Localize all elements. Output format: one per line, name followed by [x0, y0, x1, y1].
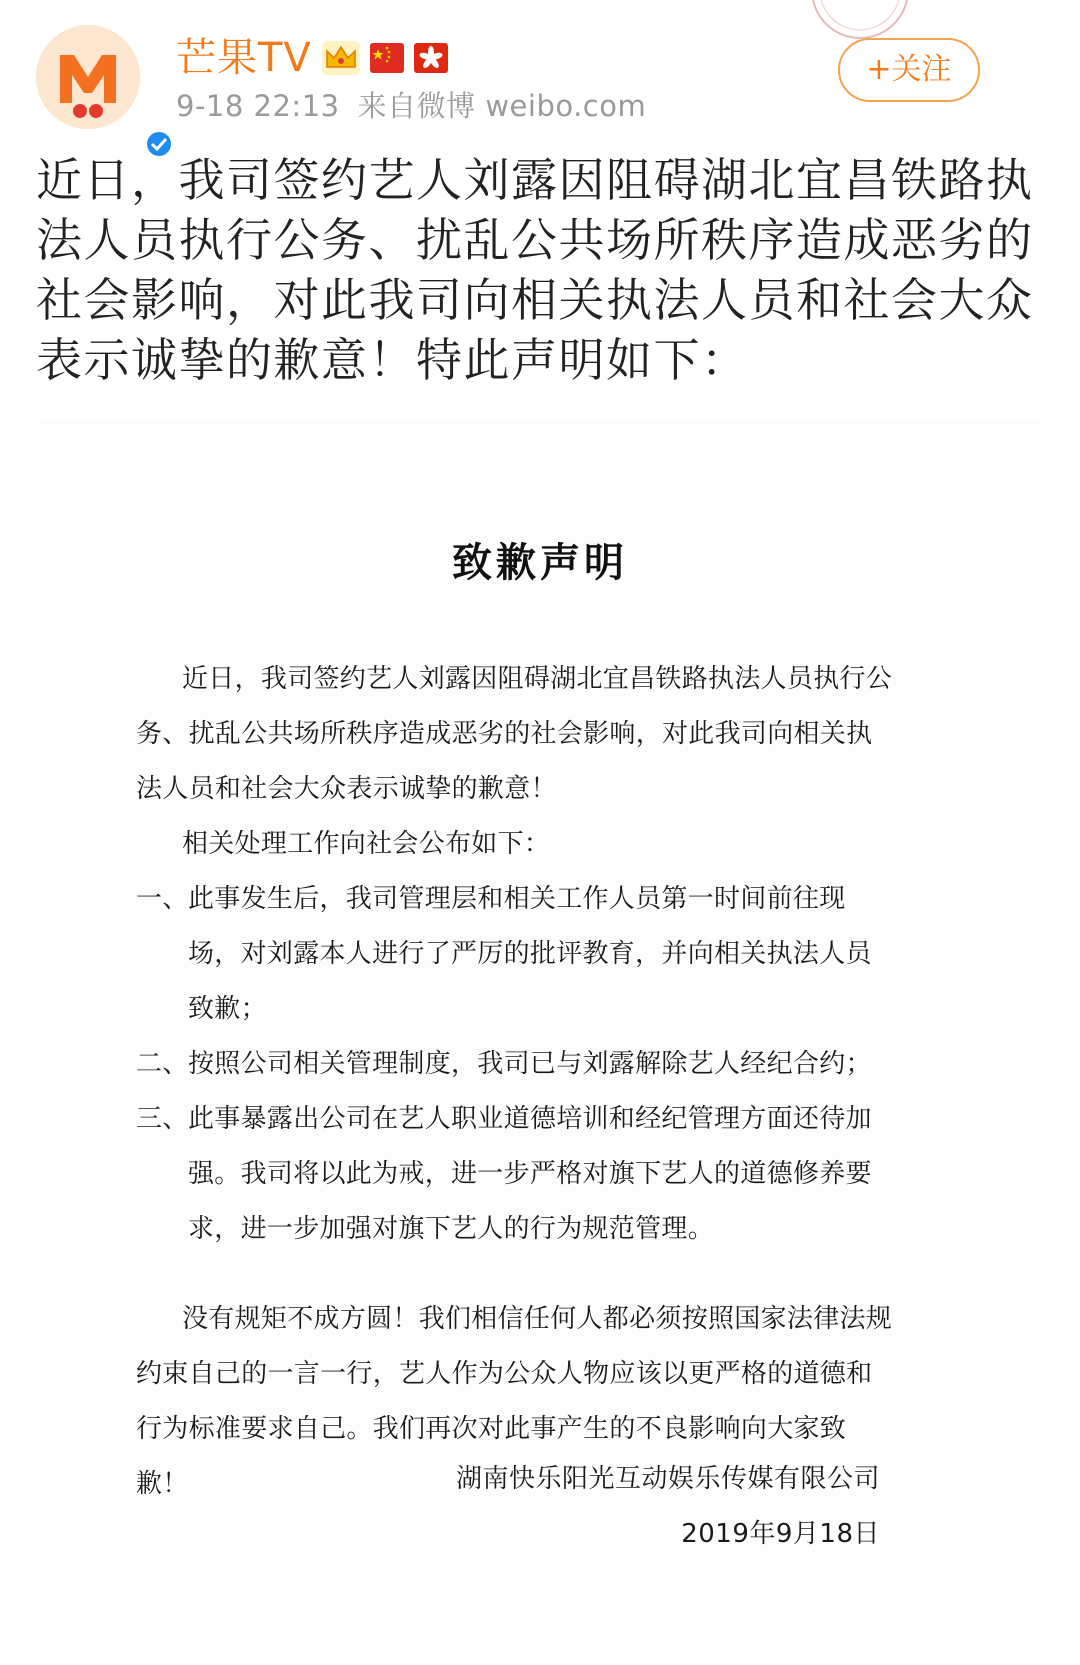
statement-paragraph: 没有规矩不成方圆！我们相信任何人都必须按照国家法律法规约束自己的一言一行，艺人作为公众人物应该以更严格的道德和行为标准要求自己。我们再次对此事产生的不良影响向大家致歉！ [136, 1304, 893, 1499]
crown-icon [322, 41, 360, 75]
company-name: 湖南快乐阳光互动娱乐传媒有限公司 [455, 1464, 880, 1494]
username-row [176, 34, 448, 82]
hong-kong-flag-icon [414, 41, 448, 75]
post-source: 来自微博 weibo.com [357, 89, 647, 123]
statement-date: 2019年9月18日 [681, 1519, 880, 1549]
post-timestamp: 9-18 22:13 [176, 89, 340, 123]
apology-statement-image [40, 420, 1040, 1665]
post-text: 近日，我司签约艺人刘露因阻碍湖北宜昌铁路执法人员执行公务、扰乱公共场所秩序造成恶劣的社会影响，对此我司向相关执法人员和社会大众表示诚挚的歉意！特此声明如下： [36, 153, 1034, 387]
list-item-text: 此事暴露出公司在艺人职业道德培训和经纪管理方面还待加强。我司将以此为戒，进一步严格对旗下艺人的道德修养要求，进一步加强对旗下艺人的行为规范管理。 [188, 1104, 872, 1244]
list-item-text: 此事发生后，我司管理层和相关工作人员第一时间前往现场，对刘露本人进行了严厉的批评教育，并向相关执法人员致歉； [188, 884, 872, 1024]
statement-title: 致歉声明 [452, 540, 628, 586]
statement-signature [456, 1452, 880, 1562]
list-item-number: 二、 [136, 1049, 189, 1079]
statement-list-item [136, 1092, 896, 1257]
statement-paragraph: 近日，我司签约艺人刘露因阻碍湖北宜昌铁路执法人员执行公务、扰乱公共场所秩序造成恶劣的社会影响，对此我司向相关执法人员和社会大众表示诚挚的歉意！ [136, 664, 893, 804]
post-meta [176, 88, 646, 124]
statement-paragraph: 相关处理工作向社会公布如下： [182, 829, 551, 859]
list-item-number: 三、 [136, 1104, 189, 1134]
statement-body [136, 652, 896, 1512]
follow-button[interactable]: +关注 [838, 38, 980, 102]
statement-list-item [136, 1037, 896, 1092]
weibo-post-header [0, 0, 1080, 150]
stamp-watermark [790, 0, 930, 40]
mango-tv-logo-icon [36, 25, 140, 129]
statement-list-item [136, 872, 896, 1037]
avatar[interactable] [36, 25, 140, 129]
china-flag-icon [370, 41, 404, 75]
username[interactable]: 芒果TV [176, 35, 312, 81]
list-item-number: 一、 [136, 884, 189, 914]
list-item-text: 按照公司相关管理制度，我司已与刘露解除艺人经纪合约； [188, 1049, 872, 1079]
